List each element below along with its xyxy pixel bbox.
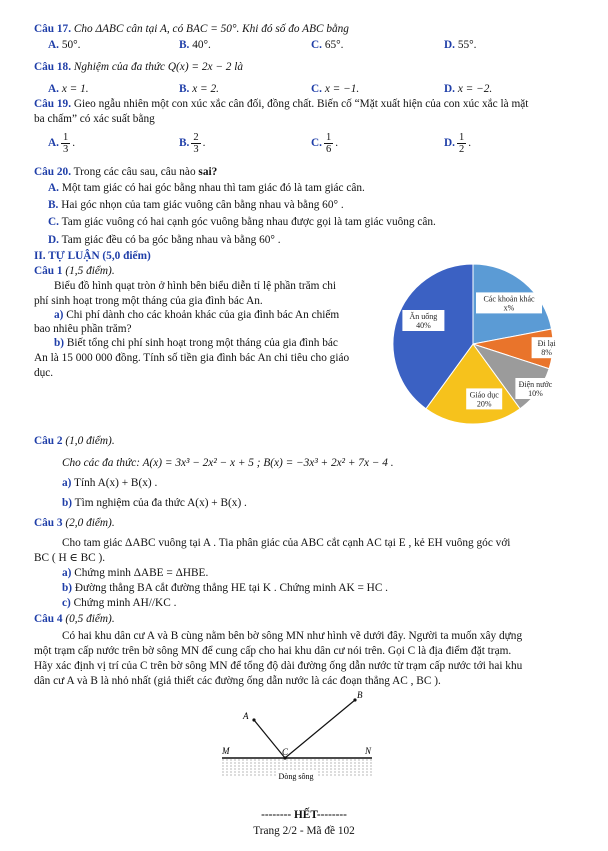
pie-value-label: 10%	[528, 389, 543, 398]
pie-label	[532, 337, 558, 358]
pie-label	[515, 378, 555, 399]
q17-option-d: D. 55°.	[444, 39, 477, 51]
q17-option-c: C. 65°.	[311, 39, 344, 51]
c3-line1: Cho tam giác ΔABC vuông tại A . Tia phân giác của ABC cắt cạnh AC tại E , kẻ EH vuông góc với	[62, 537, 511, 549]
pie-label	[402, 310, 444, 331]
c1-part-b-line3: dục.	[34, 367, 54, 379]
q20-option-a: A. Một tam giác có hai góc bằng nhau thì tam giác đó là tam giác cân.	[48, 182, 365, 194]
q19-stem-line2: ba chấm” có xác suất bằng	[34, 113, 155, 125]
pie-value-label: x%	[503, 303, 515, 313]
c4-line3: Hãy xác định vị trí của C trên bờ sông MN để tổng độ dài đường ống dẫn nước từ trạm cấp nước tới hai khu	[34, 660, 523, 672]
q17-option-b: B. 40°.	[179, 39, 211, 51]
c3-part-c: c) Chứng minh AH//KC .	[62, 597, 177, 609]
c4-line4: dân cư A và B là nhỏ nhất (giả thiết các đường ống dẫn nước là các đoạn thẳng AC , BC ).	[34, 675, 441, 687]
label-a: A	[243, 711, 249, 721]
q20-option-c: C. Tam giác vuông có hai cạnh góc vuông bằng nhau được gọi là tam giác vuông cân.	[48, 216, 436, 228]
pie-value-label: 20%	[476, 399, 492, 409]
label-n: N	[365, 746, 372, 756]
q17-label: Câu 17.	[34, 23, 72, 35]
q18-option-d: D. x = −2.	[444, 83, 493, 95]
pie-value-label: 8%	[541, 348, 552, 358]
c1-part-b: b) Biết tổng chi phí sinh hoạt trong một tháng của gia đình bác	[54, 337, 338, 349]
c1-part-a: a) Chi phí dành cho các khoản khác của gia đình bác An chiếm	[54, 309, 340, 321]
q17-stem	[34, 22, 349, 37]
q19-option-b: B. $\frac{2}{3}$ .	[179, 132, 206, 155]
pie-category-label: Các khoản khác	[483, 294, 535, 304]
c4-line2: một trạm cấp nước trên bờ sông MN để cung cấp cho hai khu dân cư nói trên. Gọi C là địa điểm đặt trạm.	[34, 645, 512, 657]
river-figure	[210, 690, 380, 790]
c2-heading: Câu 2 (1,0 điểm).	[34, 435, 115, 447]
c2-part-b: b) Tìm nghiệm của đa thức A(x) + B(x) .	[62, 497, 247, 509]
c1-heading: Câu 1 (1,5 điểm).	[34, 265, 115, 277]
q19-option-d: D. $\frac{1}{2}$ .	[444, 132, 472, 155]
c3-part-a: a) Chứng minh ΔABE = ΔHBE.	[62, 567, 209, 579]
c4-line1: Có hai khu dân cư A và B cùng nằm bên bờ sông MN như hình vẽ dưới đây. Người ta muốn xây dựng	[62, 630, 523, 642]
q19-option-c: C. $\frac{1}{6}$ .	[311, 132, 339, 155]
pie-label	[476, 292, 542, 313]
c3-heading: Câu 3 (2,0 điểm).	[34, 517, 115, 529]
q18-option-b: B. x = 2.	[179, 83, 219, 95]
q19-stem-line1: Câu 19. Gieo ngẫu nhiên một con xúc xắc cân đối, đồng chất. Biến cố “Mặt xuất hiện của con xúc xắc là mặt	[34, 98, 529, 110]
c2-part-a: a) Tính A(x) + B(x) .	[62, 477, 158, 489]
page-footer: Trang 2/2 - Mã đề 102	[253, 825, 355, 837]
label-b: B	[357, 690, 363, 700]
segment-ac	[254, 720, 285, 758]
c1-part-a-line2: bao nhiêu phần trăm?	[34, 323, 132, 335]
c4-heading: Câu 4 (0,5 điểm).	[34, 613, 115, 625]
q18-option-c: C. x = −1.	[311, 83, 360, 95]
pie-category-label: Giáo dục	[469, 390, 499, 400]
q17-text: Cho ΔABC cân tại A, có BAC = 50°. Khi đó số đo ABC bằng	[73, 23, 349, 35]
q18-option-a: A. x = 1.	[48, 83, 89, 95]
pie-category-label: Đi lại	[537, 339, 556, 349]
pie-category-label: Điện nước	[518, 380, 553, 389]
pie-value-label: 40%	[416, 321, 431, 330]
pie-chart	[388, 259, 558, 429]
q18-stem: Câu 18. Nghiệm của đa thức Q(x) = 2x − 2 là	[34, 61, 244, 73]
pie-category-label: Ăn uống	[409, 312, 438, 321]
section-title: II. TỰ LUẬN (5,0 điểm)	[34, 250, 151, 262]
river-label: Dòng sông	[278, 772, 314, 781]
c1-line2: phí sinh hoạt trong một tháng của gia đình bác An.	[34, 295, 263, 307]
c1-part-b-line2: An là 15 000 000 đồng. Tính số tiền gia đình bác An chi tiêu cho giáo	[34, 352, 350, 364]
c2-line1: Cho các đa thức: A(x) = 3x³ − 2x² − x + 5 ; B(x) = −3x³ + 2x² + 7x − 4 .	[62, 457, 394, 469]
pie-label	[466, 388, 502, 409]
q20-option-d: D. Tam giác đều có ba góc bằng nhau và bằng 60° .	[48, 234, 281, 246]
c1-line1: Biểu đồ hình quạt tròn ở hình bên biểu diễn tỉ lệ phần trăm chi	[54, 280, 337, 292]
c3-line2: BC ( H ∈ BC ).	[34, 552, 106, 564]
label-m: M	[222, 746, 230, 756]
q20-stem: Câu 20. Trong các câu sau, câu nào sai?	[34, 166, 218, 178]
c3-part-b: b) Đường thẳng BA cắt đường thẳng HE tại K . Chứng minh AK = HC .	[62, 582, 389, 594]
end-marker: -------- HẾT--------	[261, 809, 347, 821]
point-a	[252, 718, 255, 721]
q19-option-a: A. $\frac{1}{3}$ .	[48, 132, 76, 155]
label-c: C	[282, 747, 289, 757]
q20-option-b: B. Hai góc nhọn của tam giác vuông cân bằng nhau và bằng 60° .	[48, 199, 344, 211]
q17-option-a: A. 50°.	[48, 39, 81, 51]
segment-cb	[285, 700, 355, 758]
